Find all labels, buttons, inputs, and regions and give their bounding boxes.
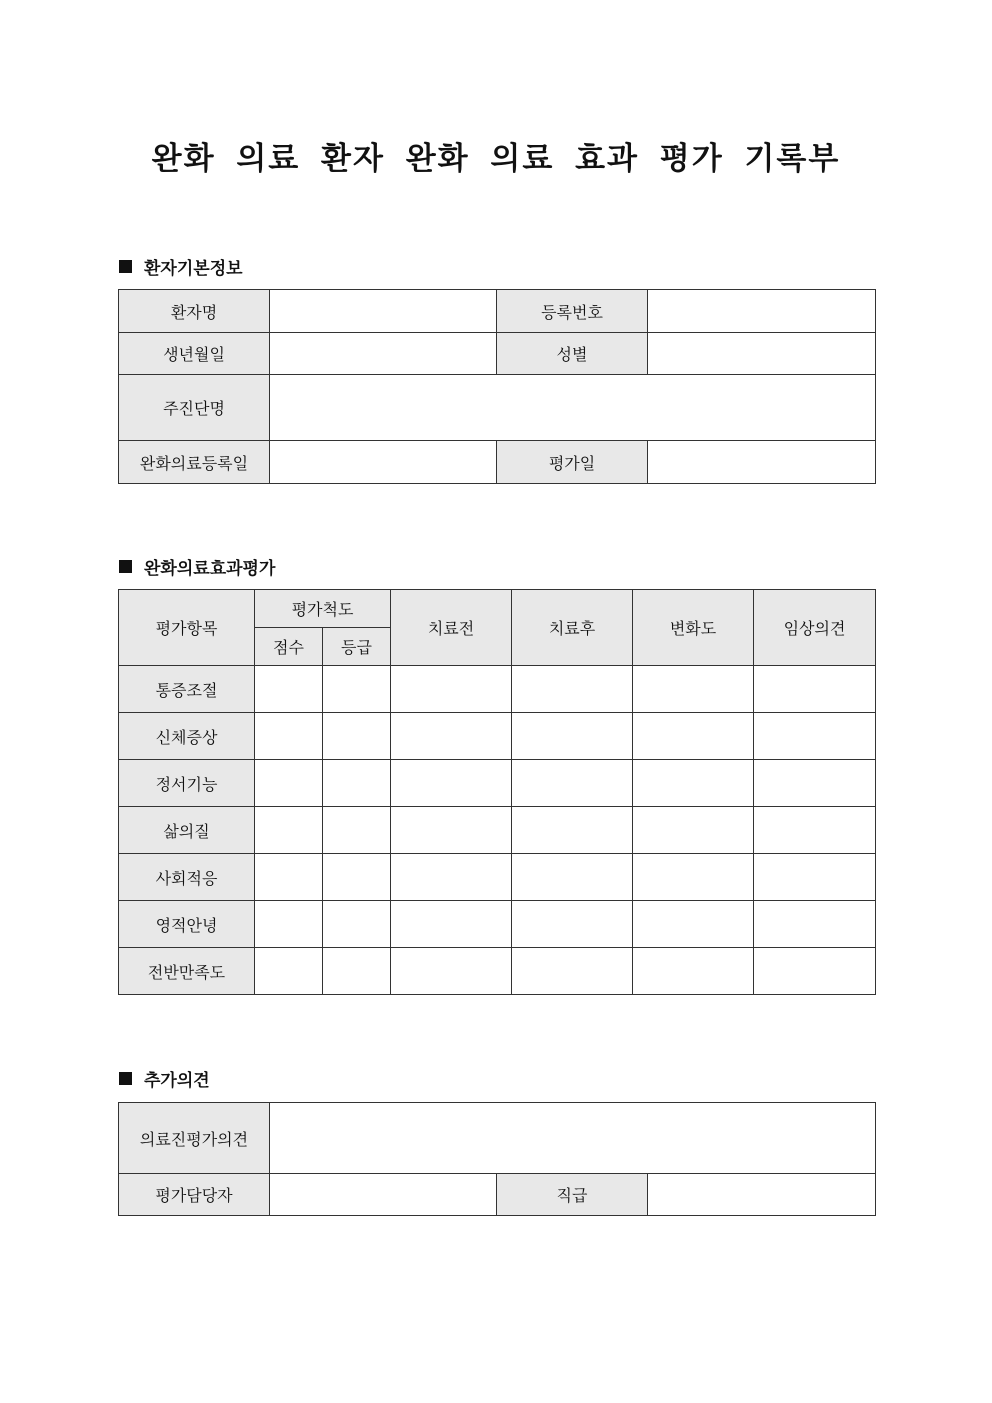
opinion-cell[interactable] [754, 666, 876, 713]
item-label: 통증조절 [119, 666, 255, 713]
before-cell[interactable] [391, 854, 512, 901]
score-cell[interactable] [255, 807, 323, 854]
item-label: 정서기능 [119, 760, 255, 807]
staff-opinion-label: 의료진평가의견 [119, 1103, 270, 1174]
header-item: 평가항목 [119, 590, 255, 666]
change-cell[interactable] [633, 901, 754, 948]
diagnosis-label: 주진단명 [119, 375, 270, 441]
evaluator-label: 평가담당자 [119, 1174, 270, 1216]
before-cell[interactable] [391, 948, 512, 995]
evaluation-heading-text: 완화의료효과평가 [144, 559, 276, 579]
score-cell[interactable] [255, 901, 323, 948]
opinion-cell[interactable] [754, 713, 876, 760]
evaluation-date-field[interactable] [648, 441, 876, 484]
item-label: 신체증상 [119, 713, 255, 760]
score-cell[interactable] [255, 948, 323, 995]
grade-cell[interactable] [323, 948, 391, 995]
after-cell[interactable] [512, 948, 633, 995]
additional-heading [119, 1066, 210, 1091]
square-bullet-icon [119, 560, 132, 573]
additional-heading-text: 추가의견 [144, 1071, 210, 1091]
birth-date-field[interactable] [270, 333, 497, 375]
patient-name-field[interactable] [270, 290, 497, 333]
header-after: 치료후 [512, 590, 633, 666]
after-cell[interactable] [512, 901, 633, 948]
sex-field[interactable] [648, 333, 876, 375]
change-cell[interactable] [633, 807, 754, 854]
grade-cell[interactable] [323, 901, 391, 948]
basic-info-table [118, 289, 876, 484]
score-cell[interactable] [255, 713, 323, 760]
grade-cell[interactable] [323, 760, 391, 807]
grade-cell[interactable] [323, 807, 391, 854]
staff-opinion-field[interactable] [270, 1103, 876, 1174]
grade-cell[interactable] [323, 854, 391, 901]
birth-date-label: 생년월일 [119, 333, 270, 375]
evaluation-heading [119, 554, 275, 579]
basic-info-heading [119, 254, 243, 279]
table-row [119, 948, 876, 995]
header-before: 치료전 [391, 590, 512, 666]
after-cell[interactable] [512, 666, 633, 713]
evaluator-field[interactable] [270, 1174, 497, 1216]
table-row [119, 760, 876, 807]
table-row [119, 807, 876, 854]
palliative-registration-date-label: 완화의료등록일 [119, 441, 270, 484]
opinion-cell[interactable] [754, 854, 876, 901]
grade-cell[interactable] [323, 666, 391, 713]
header-opinion: 임상의견 [754, 590, 876, 666]
additional-table [118, 1102, 876, 1216]
header-scale: 평가척도 [255, 590, 391, 628]
score-cell[interactable] [255, 854, 323, 901]
palliative-registration-date-field[interactable] [270, 441, 497, 484]
table-row [119, 901, 876, 948]
change-cell[interactable] [633, 666, 754, 713]
opinion-cell[interactable] [754, 901, 876, 948]
document-title: 완화 의료 환자 완화 의료 효과 평가 기록부 [151, 141, 841, 177]
change-cell[interactable] [633, 948, 754, 995]
after-cell[interactable] [512, 713, 633, 760]
before-cell[interactable] [391, 807, 512, 854]
table-row [119, 854, 876, 901]
evaluation-date-label: 평가일 [497, 441, 648, 484]
after-cell[interactable] [512, 760, 633, 807]
evaluation-table [118, 589, 876, 995]
item-label: 삶의질 [119, 807, 255, 854]
opinion-cell[interactable] [754, 807, 876, 854]
patient-name-label: 환자명 [119, 290, 270, 333]
item-label: 전반만족도 [119, 948, 255, 995]
grade-cell[interactable] [323, 713, 391, 760]
before-cell[interactable] [391, 760, 512, 807]
opinion-cell[interactable] [754, 948, 876, 995]
change-cell[interactable] [633, 854, 754, 901]
opinion-cell[interactable] [754, 760, 876, 807]
after-cell[interactable] [512, 854, 633, 901]
table-row [119, 666, 876, 713]
before-cell[interactable] [391, 666, 512, 713]
table-row [119, 713, 876, 760]
basic-info-heading-text: 환자기본정보 [144, 259, 243, 279]
sex-label: 성별 [497, 333, 648, 375]
position-field[interactable] [648, 1174, 876, 1216]
square-bullet-icon [119, 260, 132, 273]
header-grade: 등급 [323, 628, 391, 666]
item-label: 사회적응 [119, 854, 255, 901]
item-label: 영적안녕 [119, 901, 255, 948]
score-cell[interactable] [255, 760, 323, 807]
registration-no-field[interactable] [648, 290, 876, 333]
score-cell[interactable] [255, 666, 323, 713]
before-cell[interactable] [391, 901, 512, 948]
header-score: 점수 [255, 628, 323, 666]
change-cell[interactable] [633, 760, 754, 807]
after-cell[interactable] [512, 807, 633, 854]
position-label: 직급 [497, 1174, 648, 1216]
square-bullet-icon [119, 1072, 132, 1085]
change-cell[interactable] [633, 713, 754, 760]
header-change: 변화도 [633, 590, 754, 666]
before-cell[interactable] [391, 713, 512, 760]
diagnosis-field[interactable] [270, 375, 876, 441]
registration-no-label: 등록번호 [497, 290, 648, 333]
